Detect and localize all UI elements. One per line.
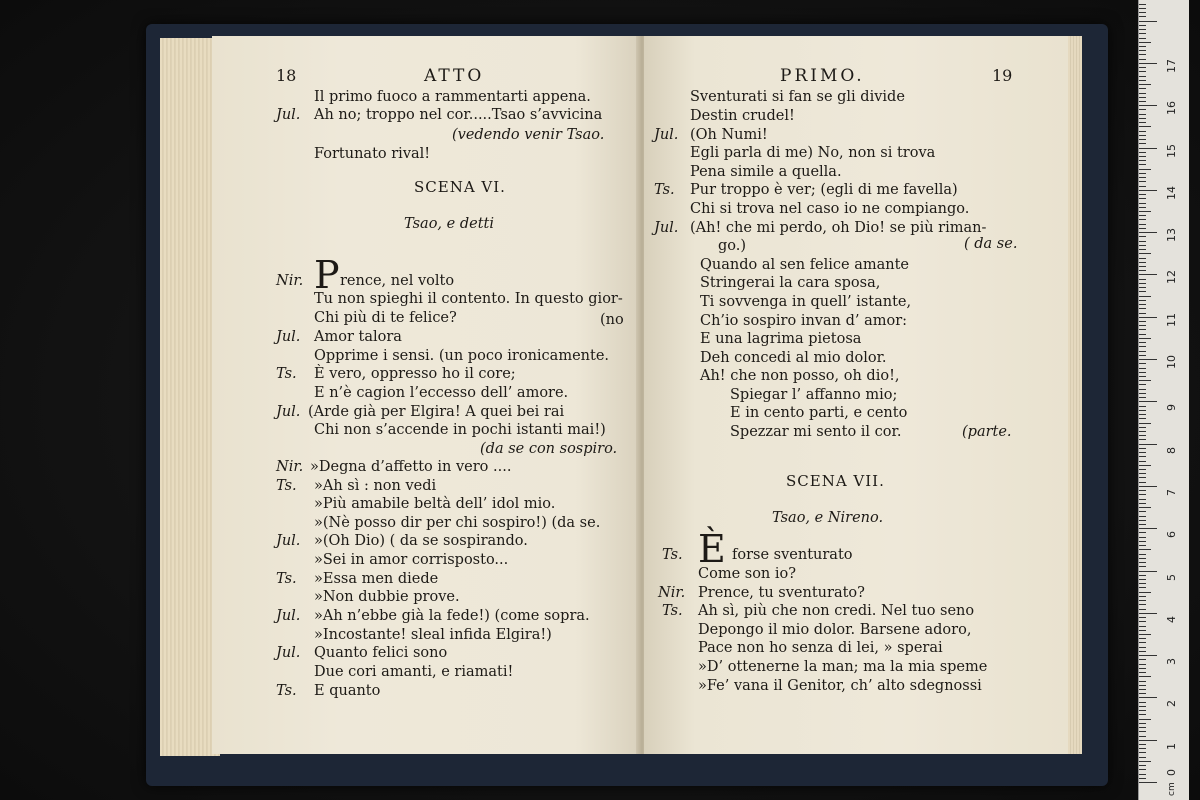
ruler-tick [1139,97,1146,98]
ruler-tick [1139,211,1151,212]
text-line: forse sventurato [732,547,853,563]
ruler-tick [1139,528,1157,529]
ruler-number: 6 [1165,531,1178,539]
ruler-number: 15 [1165,143,1178,158]
ruler-tick [1139,727,1146,728]
speaker: Ts. [276,683,297,699]
ruler-tick [1139,236,1146,237]
ruler-tick [1139,558,1146,559]
running-head: ATTO [424,66,485,86]
ruler-tick [1139,579,1146,580]
ruler-tick [1139,401,1157,402]
ruler-number: 10 [1165,355,1178,369]
ruler-tick [1139,114,1146,115]
ruler-tick [1139,181,1146,182]
ruler-tick [1139,444,1157,445]
ruler-number: 7 [1165,488,1178,496]
ruler-tick [1139,389,1146,390]
scene-persons: Tsao, e detti [404,216,494,232]
ruler-tick [1139,46,1146,47]
ruler-number: 13 [1165,228,1178,243]
speaker: Ts. [276,571,297,587]
ruler-tick [1139,338,1151,339]
speaker: Nir. [276,459,304,475]
ruler-number: 0 [1165,769,1178,776]
ruler-tick [1139,503,1146,504]
ruler-tick [1139,329,1146,330]
ruler-tick [1139,12,1146,13]
ruler-tick [1139,38,1146,39]
ruler-number: 5 [1165,573,1178,581]
right-page [644,36,1068,754]
text-line: Amor talora [314,329,402,345]
ruler-tick [1139,232,1157,233]
ruler-tick [1139,761,1151,762]
ruler-tick [1139,283,1146,284]
ruler-tick [1139,393,1146,394]
text-line: E quanto [314,683,381,699]
speaker: Ts. [662,547,683,563]
ruler-tick [1139,287,1146,288]
text-line: Prence, tu sventurato? [698,585,865,601]
ruler-tick [1139,355,1146,356]
ruler-tick [1139,600,1146,601]
text-line: Spezzar mi sento il cor. [730,424,902,440]
ruler-tick [1139,452,1146,453]
speaker: Jul. [276,329,301,345]
ruler-tick [1139,672,1146,673]
ruler-tick [1139,714,1146,715]
text-line: Tu non spieghi il contento. In questo gior- [314,291,623,307]
ruler-tick [1139,524,1146,525]
text-line: (no [600,312,624,328]
ruler-tick [1139,279,1146,280]
ruler-tick [1139,351,1146,352]
stage-direction: (vedendo venir Tsao. [452,127,605,143]
ruler-number: 16 [1165,101,1178,116]
ruler-tick [1139,532,1146,533]
ruler-number: 3 [1165,658,1178,666]
ruler-tick [1139,511,1146,512]
ruler-tick [1139,782,1157,783]
ruler-tick [1139,740,1157,741]
ruler-tick [1139,270,1146,271]
text-line: »Ah n’ebbe già la fede!) (come sopra. [314,608,590,624]
ruler-tick [1139,541,1146,542]
ruler-tick [1139,25,1146,26]
ruler-tick [1139,50,1146,51]
ruler-tick [1139,109,1146,110]
ruler-tick [1139,304,1146,305]
text-line: Pena simile a quella. [690,164,842,180]
ruler-tick [1139,207,1146,208]
ruler-tick [1139,554,1146,555]
ruler-tick [1139,647,1146,648]
text-line: (Oh Numi! [690,127,768,143]
text-line: Opprime i sensi. (un poco ironicamente. [314,348,610,364]
ruler-number: 17 [1165,58,1178,73]
ruler-tick [1139,29,1146,30]
ruler-tick [1139,190,1157,191]
text-line: Deh concedi al mio dolor. [700,350,887,366]
ruler-tick [1139,308,1146,309]
text-line: E una lagrima pietosa [700,331,862,347]
ruler-tick [1139,757,1146,758]
ruler-tick [1139,520,1146,521]
ruler-tick [1139,477,1146,478]
drop-cap: È [698,527,726,571]
ruler-tick [1139,499,1146,500]
text-line: Ch’io sospiro invan d’ amor: [700,313,908,329]
ruler-tick [1139,469,1146,470]
text-line: Quando al sen felice amante [700,257,910,273]
ruler-tick [1139,693,1146,694]
speaker: Jul. [654,127,679,143]
ruler-tick [1139,8,1146,9]
text-line: (Arde già per Elgira! A quei bei rai [308,404,565,420]
text-line: »Essa men diede [314,571,439,587]
ruler-tick [1139,71,1146,72]
text-line: rence, nel volto [340,273,455,289]
ruler-tick [1139,241,1146,242]
ruler-tick [1139,346,1146,347]
ruler-tick [1139,384,1146,385]
text-line: »Incostante! sleal infida Elgira!) [314,627,552,643]
ruler-tick [1139,655,1157,656]
ruler-tick [1139,262,1146,263]
text-line: »Più amabile beltà dell’ idol mio. [314,496,556,512]
ruler-tick [1139,634,1151,635]
ruler-tick [1139,376,1146,377]
ruler-tick [1139,465,1151,466]
ruler-tick [1139,67,1146,68]
ruler-tick [1139,131,1146,132]
ruler-number: 9 [1165,404,1178,412]
ruler-tick [1139,105,1157,106]
ruler-tick [1139,410,1146,411]
ruler-tick [1139,609,1146,610]
ruler-number: 14 [1165,185,1178,200]
drop-cap: P [314,253,340,297]
ruler-tick [1139,203,1146,204]
ruler-tick [1139,325,1146,326]
ruler-tick [1139,368,1146,369]
ruler-tick [1139,21,1157,22]
scene-title: SCENA VII. [786,472,885,490]
ruler-tick [1139,702,1146,703]
ruler-tick [1139,575,1146,576]
ruler-tick [1139,566,1146,567]
scene-title: SCENA VI. [414,178,506,196]
text-line: Depongo il mio dolor. Barsene adoro, [698,622,972,638]
ruler-tick [1139,198,1146,199]
ruler-tick [1139,76,1146,77]
ruler-tick [1139,604,1146,605]
ruler-tick [1139,710,1146,711]
ruler-tick [1139,630,1146,631]
speaker: Jul. [276,107,301,123]
ruler-tick [1139,101,1146,102]
ruler-tick [1139,42,1151,43]
ruler-tick [1139,139,1146,140]
ruler-tick [1139,16,1146,17]
ruler-tick [1139,583,1146,584]
text-line: Ah! che non posso, oh dio!, [700,368,900,384]
ruler-tick [1139,135,1146,136]
ruler-tick [1139,224,1146,225]
ruler-tick [1139,723,1146,724]
ruler-tick [1139,596,1146,597]
ruler-tick [1139,4,1146,5]
ruler-number: 8 [1165,446,1178,454]
ruler-tick [1139,439,1146,440]
speaker: Jul. [654,220,679,236]
ruler-tick [1139,651,1146,652]
ruler-tick [1139,613,1157,614]
ruler-tick [1139,266,1146,267]
ruler-tick [1139,549,1151,550]
ruler-tick [1139,296,1151,297]
text-line: Chi si trova nel caso io ne compiango. [690,201,970,217]
ruler-tick [1139,80,1146,81]
ruler-tick [1139,587,1146,588]
ruler-tick [1139,54,1146,55]
ruler-tick [1139,84,1151,85]
ruler-tick [1139,765,1146,766]
text-line: »Ah sì : non vedi [314,478,437,494]
ruler-tick [1139,494,1146,495]
speaker: Ts. [276,478,297,494]
ruler-tick [1139,752,1146,753]
speaker: Nir. [658,585,686,601]
ruler-tick [1139,321,1146,322]
text-line: »Non dubbie prove. [314,589,460,605]
speaker: Ts. [654,182,675,198]
ruler-tick [1139,88,1146,89]
ruler-tick [1139,156,1146,157]
text-line: Pace non ho senza di lei, » sperai [698,640,943,656]
text-line: Pur troppo è ver; (egli di me favella) [690,182,958,198]
ruler-tick [1139,274,1157,275]
ruler-tick [1139,748,1146,749]
ruler-tick [1139,363,1146,364]
text-line: Spiegar l’ affanno mio; [730,387,898,403]
ruler-tick [1139,431,1146,432]
ruler-tick [1139,545,1146,546]
ruler-tick [1139,617,1146,618]
text-line: Chi più di te felice? [314,310,457,326]
ruler-tick [1139,164,1146,165]
ruler-tick [1139,621,1146,622]
ruler-tick [1139,482,1146,483]
ruler-tick [1139,490,1146,491]
speaker: Jul. [276,533,301,549]
ruler-tick [1139,126,1151,127]
speaker: Jul. [276,608,301,624]
ruler-tick [1139,659,1146,660]
text-line: go.) [718,238,747,254]
ruler-tick [1139,186,1146,187]
ruler-tick [1139,228,1146,229]
ruler-tick [1139,300,1146,301]
ruler-tick [1139,342,1146,343]
stage-direction: (da se con sospiro. [480,441,618,457]
ruler-tick [1139,177,1146,178]
text-line: Fortunato rival! [314,146,431,162]
scene-persons: Tsao, e Nireno. [772,510,884,526]
ruler-tick [1139,418,1146,419]
text-line: Come son io? [698,566,797,582]
ruler-tick [1139,245,1146,246]
text-line: E n’è cagion l’eccesso dell’ amore. [314,385,569,401]
ruler-number: 1 [1165,742,1178,750]
ruler-tick [1139,537,1146,538]
ruler-number: 11 [1165,312,1178,327]
text-line: Destin crudel! [690,108,795,124]
ruler-tick [1139,249,1146,250]
ruler-tick [1139,681,1146,682]
ruler-tick [1139,152,1146,153]
ruler-tick [1139,736,1146,737]
text-line: Quanto felici sono [314,645,448,661]
ruler-tick [1139,664,1146,665]
text-line: Sventurati si fan se gli divide [690,89,905,105]
ruler-tick [1139,258,1146,259]
ruler-tick [1139,122,1146,123]
ruler-tick [1139,173,1146,174]
ruler-tick [1139,744,1146,745]
ruler-tick [1139,253,1151,254]
page-edges-left [160,38,220,756]
ruler-tick [1139,380,1151,381]
ruler-tick [1139,731,1146,732]
ruler-tick [1139,160,1146,161]
text-line: »D’ ottenerne la man; ma la mia speme [698,659,988,675]
text-line: »(Nè posso dir per chi sospiro!) (da se. [314,515,601,531]
ruler-tick [1139,118,1146,119]
ruler-number: 4 [1165,615,1178,623]
ruler-tick [1139,642,1146,643]
stage-direction: (parte. [962,424,1012,440]
ruler-tick [1139,562,1146,563]
ruler-tick [1139,516,1146,517]
page-number: 19 [992,66,1013,85]
speaker: Ts. [662,603,683,619]
ruler-number: 2 [1165,700,1178,708]
ruler-tick [1139,456,1146,457]
ruler-tick [1139,63,1157,64]
text-line: »Fe’ vana il Genitor, ch’ alto sdegnossi [698,678,982,694]
ruler-tick [1139,473,1146,474]
ruler-tick [1139,769,1146,770]
ruler-tick [1139,486,1157,487]
ruler-tick [1139,685,1146,686]
page-number: 18 [276,66,297,85]
speaker: Jul. [276,645,301,661]
ruler-tick [1139,406,1146,407]
ruler-tick [1139,33,1146,34]
text-line: E in cento parti, e cento [730,405,908,421]
ruler-unit: cm [1167,782,1177,796]
ruler-number: 12 [1165,270,1178,285]
ruler-tick [1139,215,1146,216]
speaker: Nir. [276,273,304,289]
ruler-tick [1139,414,1146,415]
ruler-tick [1139,676,1151,677]
running-head: PRIMO. [780,66,865,86]
ruler-tick [1139,359,1157,360]
text-line: Due cori amanti, e riamati! [314,664,514,680]
text-line: Ah no; troppo nel cor.....Tsao s’avvicina [314,107,603,123]
ruler-tick [1139,317,1157,318]
text-line: Chi non s’accende in pochi istanti mai!) [314,422,606,438]
ruler-tick [1139,448,1146,449]
ruler-tick [1139,774,1146,775]
ruler-tick [1139,697,1157,698]
ruler-tick [1139,313,1146,314]
ruler-tick [1139,706,1146,707]
ruler-tick [1139,592,1151,593]
ruler-tick [1139,59,1146,60]
text-line: »(Oh Dio) ( da se sospirando. [314,533,528,549]
ruler-tick [1139,148,1157,149]
ruler-tick [1139,571,1157,572]
text-line: »Degna d’affetto in vero .... [310,459,512,475]
left-page [212,36,640,754]
ruler-tick [1139,507,1151,508]
ruler-tick [1139,626,1146,627]
ruler-tick [1139,334,1146,335]
speaker: Ts. [276,366,297,382]
text-line: È vero, oppresso ho il core; [314,366,516,382]
ruler-tick [1139,423,1151,424]
ruler-tick [1139,397,1146,398]
ruler-tick [1139,427,1146,428]
ruler-tick [1139,719,1151,720]
ruler-tick [1139,778,1146,779]
ruler-tick [1139,194,1146,195]
ruler-tick [1139,143,1146,144]
stage-direction: ( da se. [964,236,1018,252]
ruler-tick [1139,435,1146,436]
ruler-tick [1139,638,1146,639]
ruler-tick [1139,668,1146,669]
ruler-tick [1139,461,1146,462]
text-line: (Ah! che mi perdo, oh Dio! se più riman- [690,220,987,236]
speaker: Jul. [276,404,301,420]
text-line: Egli parla di me) No, non si trova [690,145,936,161]
ruler-tick [1139,372,1146,373]
text-line: Ah sì, più che non credi. Nel tuo seno [698,603,975,619]
ruler-tick [1139,93,1146,94]
ruler-tick [1139,169,1151,170]
ruler-tick [1139,219,1146,220]
ruler-tick [1139,291,1146,292]
text-line: Il primo fuoco a rammentarti appena. [314,89,591,105]
text-line: Ti sovvenga in quell’ istante, [700,294,912,310]
text-line: Stringerai la cara sposa, [700,275,881,291]
text-line: »Sei in amor corrisposto... [314,552,509,568]
measuring-ruler [1138,0,1189,800]
ruler-tick [1139,689,1146,690]
